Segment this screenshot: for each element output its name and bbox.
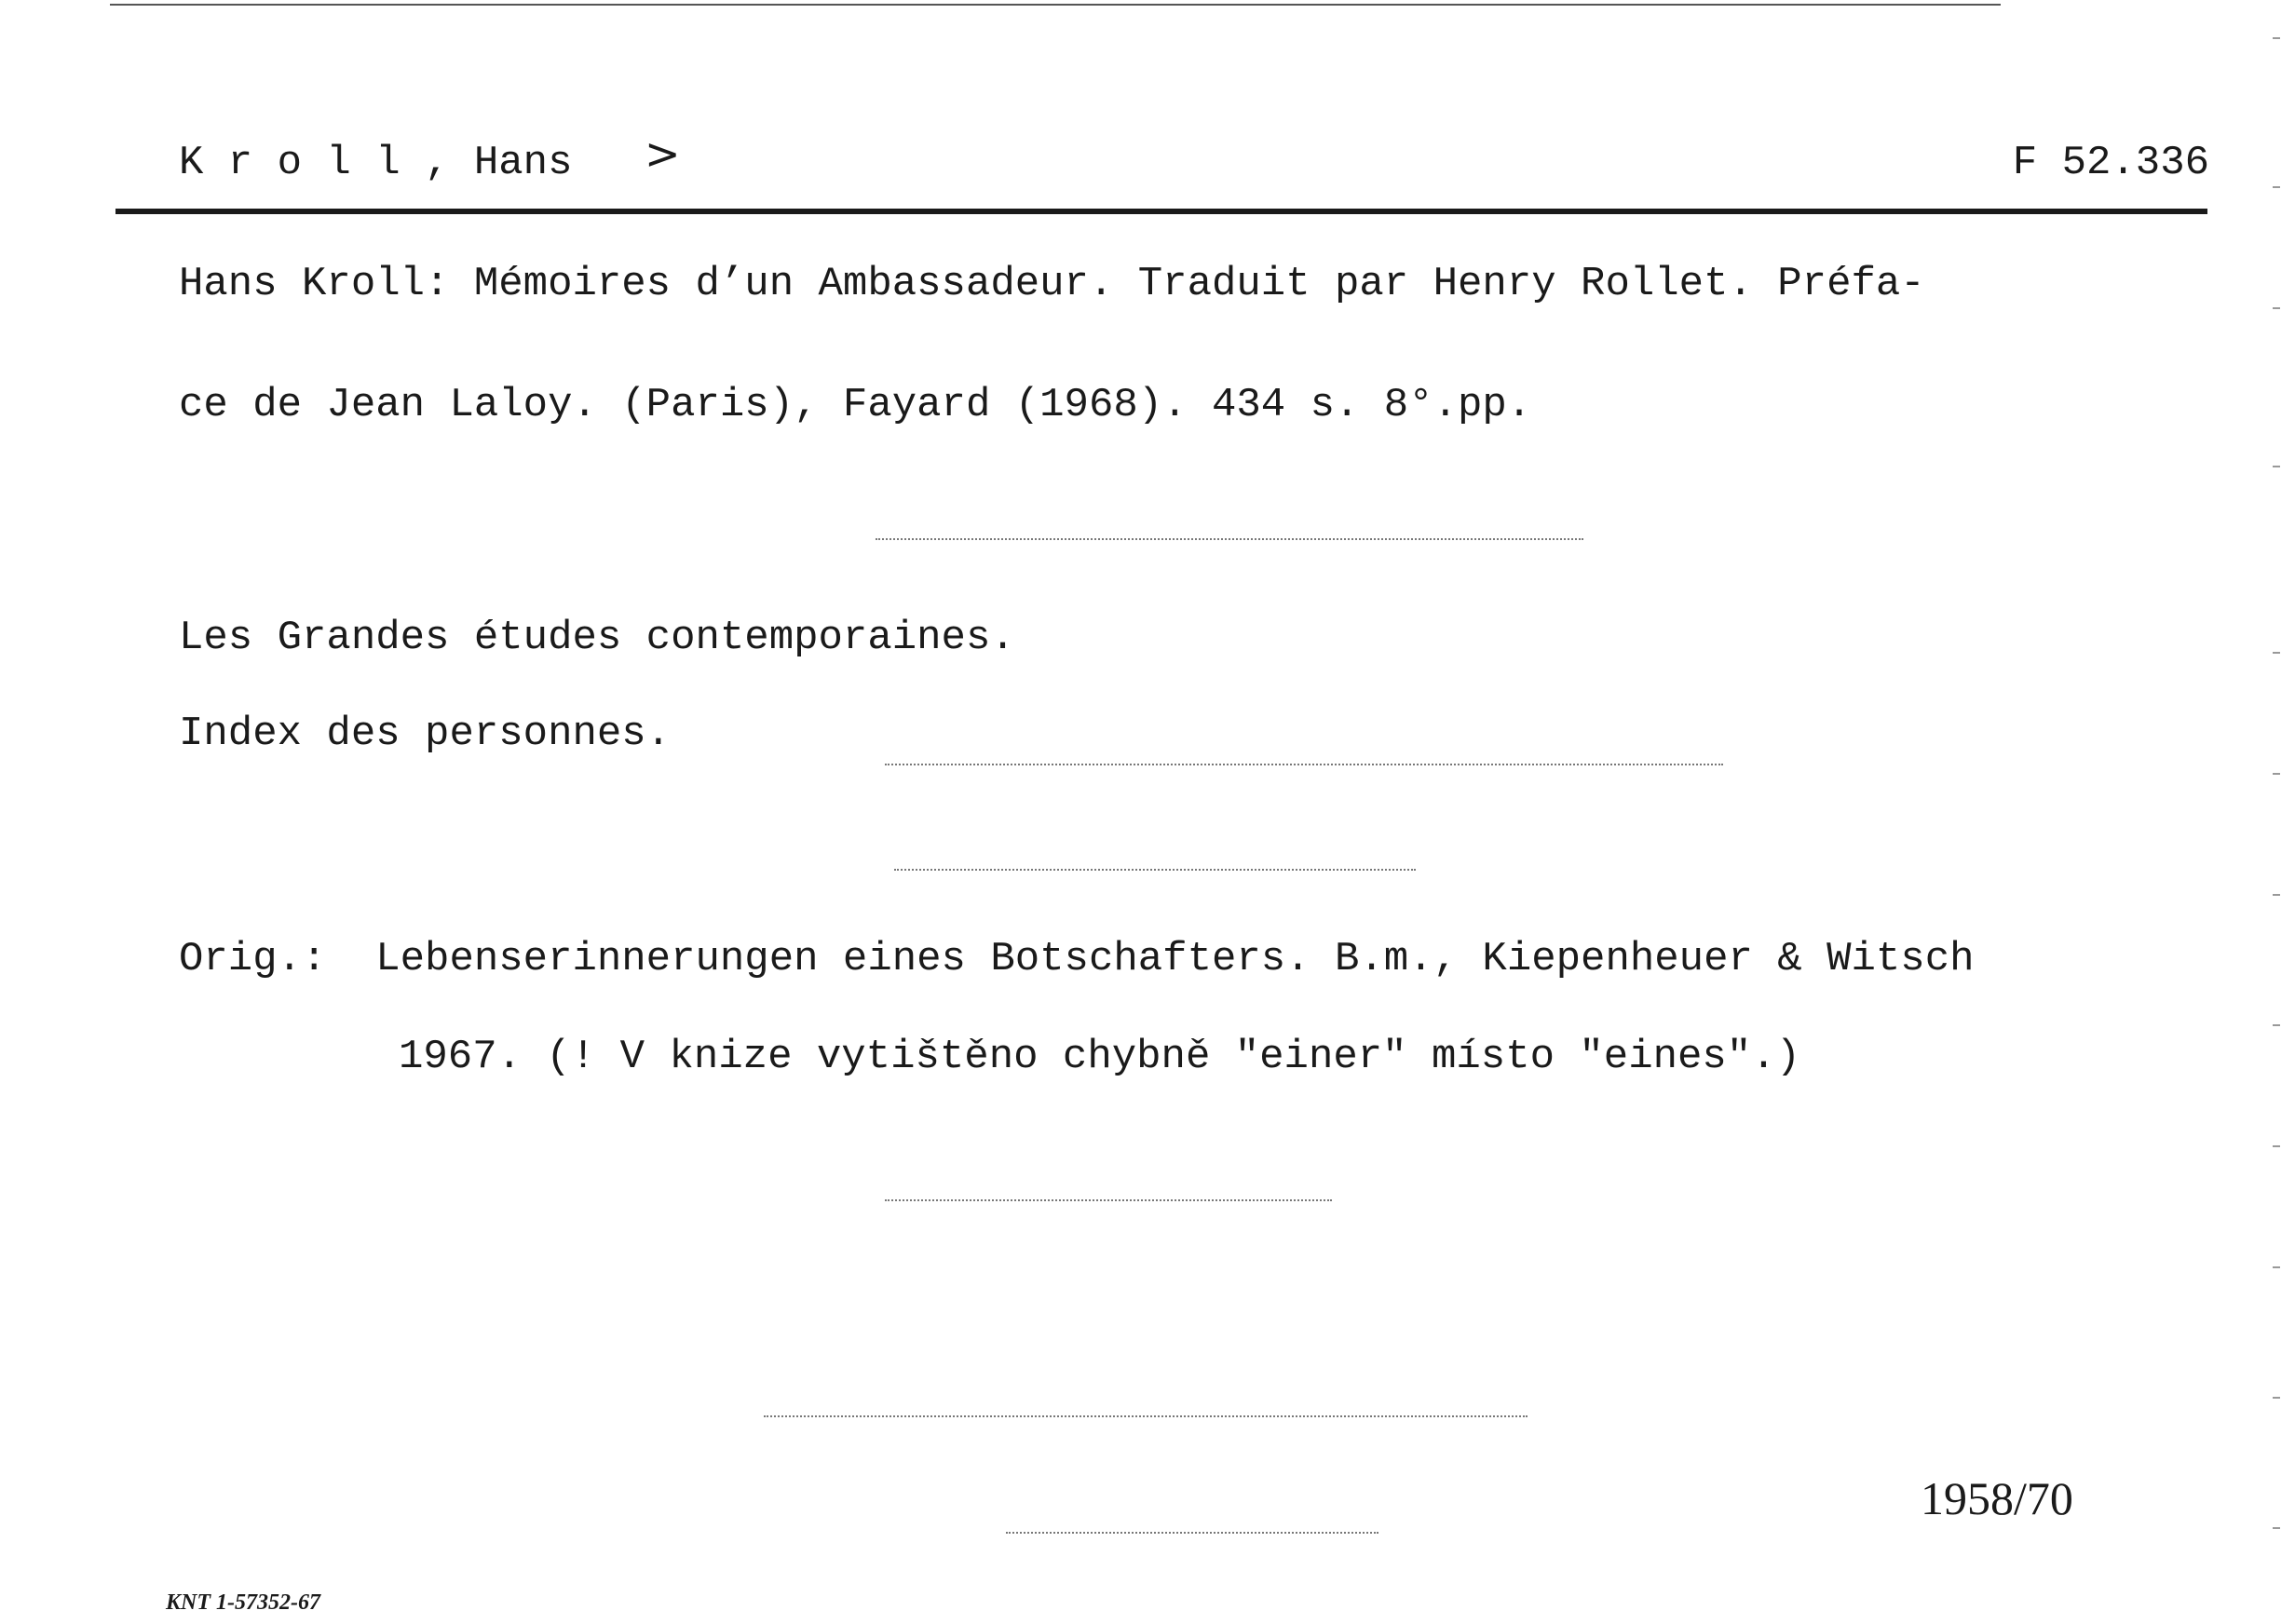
edge-tick — [2273, 1527, 2280, 1529]
index-note-line: Index des personnes. — [179, 710, 672, 757]
edge-tick — [2273, 894, 2280, 896]
original-title-note: 1967. (! V knize vytištěno chybně "einer" místo "eines".) — [399, 1034, 1801, 1080]
author-mark: > — [645, 129, 681, 179]
edge-tick — [2273, 186, 2280, 188]
edge-tick — [2273, 652, 2280, 654]
description-line-1: Hans Kroll: Mémoires d’un Ambassadeur. Traduit par Henry Rollet. Préfa- — [179, 261, 1925, 307]
card-edge-marks — [2273, 0, 2282, 1624]
original-title-line: Orig.: Lebenserinnerungen eines Botschafters. B.m., Kiepenheuer & Witsch — [179, 936, 1975, 982]
author-heading: K r o l l , Hans — [179, 140, 573, 186]
edge-tick — [2273, 773, 2280, 775]
description-line-2: ce de Jean Laloy. (Paris), Fayard (1968). 434 s. 8°.pp. — [179, 382, 1532, 428]
card-top-edge — [110, 4, 2001, 6]
dotted-rule — [1006, 1532, 1378, 1536]
heading-rule — [115, 209, 2207, 214]
edge-tick — [2273, 37, 2280, 39]
series-line: Les Grandes études contemporaines. — [179, 615, 1015, 661]
edge-tick — [2273, 466, 2280, 467]
edge-tick — [2273, 1145, 2280, 1147]
card-heading — [179, 129, 2209, 205]
call-number: F 52.336 — [2012, 140, 2209, 186]
edge-tick — [2273, 1266, 2280, 1268]
print-code: KNT 1-57352-67 — [166, 1590, 320, 1615]
year-note: 1958/70 — [1921, 1472, 2073, 1524]
dotted-rule — [764, 1415, 1528, 1419]
edge-tick — [2273, 1397, 2280, 1399]
dotted-rule — [885, 764, 1723, 767]
edge-tick — [2273, 307, 2280, 309]
dotted-rule — [894, 869, 1416, 873]
dotted-rule — [885, 1199, 1332, 1203]
edge-tick — [2273, 1024, 2280, 1026]
dotted-rule — [876, 538, 1583, 542]
